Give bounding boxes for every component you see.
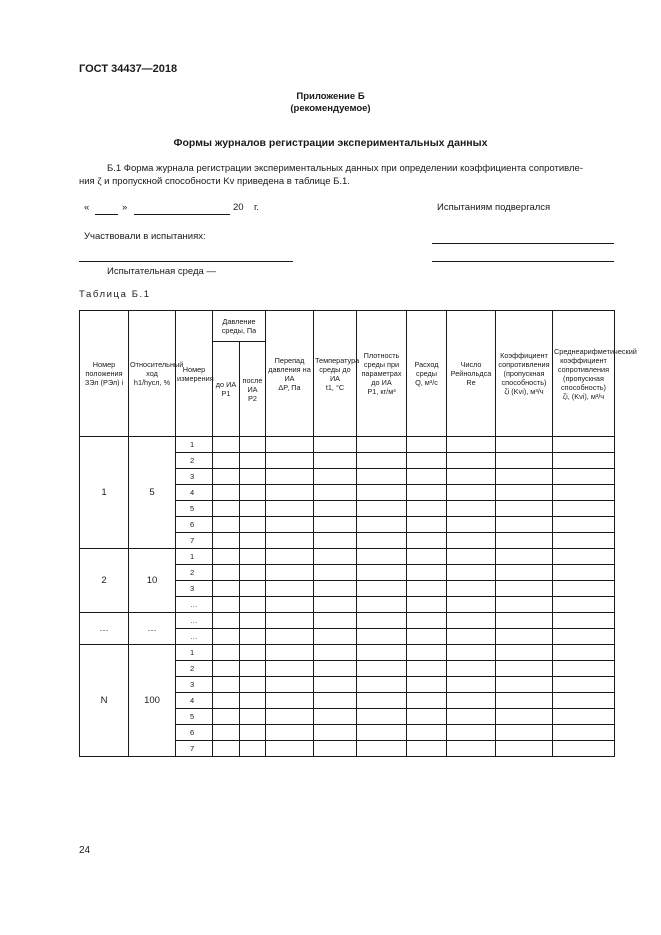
data-entry-cell[interactable] xyxy=(213,741,240,757)
col-reynolds-header: Число Рейнольдса Re xyxy=(447,311,496,437)
data-entry-cell[interactable] xyxy=(213,549,240,565)
col-temperature-header: Температура среды до ИА t1, °С xyxy=(314,311,357,437)
measurement-number-cell: 2 xyxy=(176,565,213,581)
data-entry-cell[interactable] xyxy=(213,725,240,741)
data-entry-cell[interactable] xyxy=(240,437,266,453)
participants-label: Участвовали в испытаниях: xyxy=(84,231,206,242)
measurement-number-cell: 6 xyxy=(176,517,213,533)
data-entry-cell[interactable] xyxy=(213,533,240,549)
measurement-number-cell: 2 xyxy=(176,453,213,469)
data-entry-cell[interactable] xyxy=(447,693,496,709)
data-entry-cell[interactable] xyxy=(314,597,357,613)
data-entry-cell[interactable] xyxy=(553,693,615,709)
data-entry-cell[interactable] xyxy=(213,453,240,469)
data-entry-cell[interactable] xyxy=(447,549,496,565)
data-entry-cell[interactable] xyxy=(240,517,266,533)
intro-paragraph xyxy=(79,162,619,188)
data-entry-cell[interactable] xyxy=(213,661,240,677)
data-entry-cell[interactable] xyxy=(496,565,553,581)
table-row xyxy=(80,613,615,629)
data-entry-cell[interactable] xyxy=(447,581,496,597)
measurement-number-cell: … xyxy=(176,613,213,629)
data-entry-cell[interactable] xyxy=(496,501,553,517)
measurement-number-cell: 4 xyxy=(176,693,213,709)
data-entry-cell[interactable] xyxy=(447,725,496,741)
stroke-cell: 100 xyxy=(129,645,176,757)
data-entry-cell[interactable] xyxy=(447,741,496,757)
quote-close: » xyxy=(122,202,128,213)
data-entry-cell[interactable] xyxy=(407,709,447,725)
data-entry-cell[interactable] xyxy=(407,629,447,645)
data-entry-cell[interactable] xyxy=(357,485,407,501)
appendix-heading xyxy=(0,91,661,115)
measurement-number-cell: 7 xyxy=(176,533,213,549)
data-entry-cell[interactable] xyxy=(266,565,314,581)
data-entry-cell[interactable] xyxy=(213,613,240,629)
col-measurement-header: Номер измерения xyxy=(176,311,213,437)
data-entry-cell[interactable] xyxy=(553,565,615,581)
data-entry-cell[interactable] xyxy=(447,485,496,501)
data-entry-cell[interactable] xyxy=(314,533,357,549)
data-entry-cell[interactable] xyxy=(314,693,357,709)
data-entry-cell[interactable] xyxy=(213,501,240,517)
position-cell: N xyxy=(80,645,129,757)
data-entry-cell[interactable] xyxy=(407,597,447,613)
data-entry-cell[interactable] xyxy=(357,613,407,629)
position-cell: 1 xyxy=(80,437,129,549)
data-entry-cell[interactable] xyxy=(213,485,240,501)
measurement-number-cell: 5 xyxy=(176,501,213,517)
data-entry-cell[interactable] xyxy=(314,629,357,645)
tested-field-1[interactable] xyxy=(432,243,614,244)
data-entry-cell[interactable] xyxy=(407,693,447,709)
data-entry-cell[interactable] xyxy=(553,453,615,469)
data-entry-cell[interactable] xyxy=(496,725,553,741)
table-row xyxy=(80,645,615,661)
data-entry-cell[interactable] xyxy=(266,485,314,501)
data-entry-cell[interactable] xyxy=(213,469,240,485)
data-entry-cell[interactable] xyxy=(357,501,407,517)
data-entry-cell[interactable] xyxy=(240,709,266,725)
data-entry-cell[interactable] xyxy=(266,549,314,565)
quote-open: « xyxy=(84,202,90,213)
data-entry-cell[interactable] xyxy=(496,549,553,565)
data-entry-cell[interactable] xyxy=(553,645,615,661)
data-entry-cell[interactable] xyxy=(314,501,357,517)
data-entry-cell[interactable] xyxy=(553,741,615,757)
data-entry-cell[interactable] xyxy=(357,693,407,709)
participants-field[interactable] xyxy=(79,261,293,262)
data-entry-cell[interactable] xyxy=(357,453,407,469)
data-entry-cell[interactable] xyxy=(266,453,314,469)
data-entry-cell[interactable] xyxy=(496,437,553,453)
data-entry-cell[interactable] xyxy=(496,485,553,501)
data-entry-cell[interactable] xyxy=(240,533,266,549)
data-entry-cell[interactable] xyxy=(496,693,553,709)
data-entry-cell[interactable] xyxy=(553,501,615,517)
data-entry-cell[interactable] xyxy=(314,469,357,485)
data-entry-cell[interactable] xyxy=(553,629,615,645)
data-entry-cell[interactable] xyxy=(496,677,553,693)
data-entry-cell[interactable] xyxy=(407,485,447,501)
stroke-cell: 5 xyxy=(129,437,176,549)
data-entry-cell[interactable] xyxy=(314,741,357,757)
data-entry-cell[interactable] xyxy=(553,613,615,629)
data-entry-cell[interactable] xyxy=(314,709,357,725)
data-entry-cell[interactable] xyxy=(266,693,314,709)
measurement-number-cell: 3 xyxy=(176,677,213,693)
col-p2-header: после ИА P2 xyxy=(240,342,266,437)
data-entry-cell[interactable] xyxy=(213,597,240,613)
data-entry-cell[interactable] xyxy=(553,549,615,565)
data-entry-cell[interactable] xyxy=(407,437,447,453)
data-entry-cell[interactable] xyxy=(447,709,496,725)
measurement-number-cell: 2 xyxy=(176,661,213,677)
data-entry-cell[interactable] xyxy=(447,661,496,677)
data-entry-cell[interactable] xyxy=(357,597,407,613)
data-entry-cell[interactable] xyxy=(213,581,240,597)
data-entry-cell[interactable] xyxy=(240,629,266,645)
section-title: Формы журналов регистрации экспериментальных данных xyxy=(173,137,488,149)
data-entry-cell[interactable] xyxy=(407,613,447,629)
data-entry-cell[interactable] xyxy=(314,581,357,597)
data-entry-cell[interactable] xyxy=(240,725,266,741)
data-entry-cell[interactable] xyxy=(240,501,266,517)
data-entry-cell[interactable] xyxy=(240,549,266,565)
data-entry-cell[interactable] xyxy=(407,517,447,533)
data-entry-cell[interactable] xyxy=(314,725,357,741)
data-entry-cell[interactable] xyxy=(266,645,314,661)
journal-table xyxy=(79,310,637,757)
measurement-number-cell: 4 xyxy=(176,485,213,501)
data-entry-cell[interactable] xyxy=(240,645,266,661)
data-entry-cell[interactable] xyxy=(240,613,266,629)
paragraph-line-1: Б.1 Форма журнала регистрации экспериментальных данных при определении коэффициента сопротивле- xyxy=(107,163,583,174)
data-entry-cell[interactable] xyxy=(496,469,553,485)
data-entry-cell[interactable] xyxy=(553,469,615,485)
data-entry-cell[interactable] xyxy=(496,453,553,469)
position-cell: 2 xyxy=(80,549,129,613)
data-entry-cell[interactable] xyxy=(447,533,496,549)
data-entry-cell[interactable] xyxy=(357,677,407,693)
data-entry-cell[interactable] xyxy=(553,437,615,453)
data-entry-cell[interactable] xyxy=(266,533,314,549)
data-entry-cell[interactable] xyxy=(357,725,407,741)
month-field[interactable] xyxy=(134,214,230,215)
measurement-number-cell: 5 xyxy=(176,709,213,725)
data-entry-cell[interactable] xyxy=(314,549,357,565)
stroke-cell: 10 xyxy=(129,549,176,613)
data-entry-cell[interactable] xyxy=(447,501,496,517)
data-entry-cell[interactable] xyxy=(357,437,407,453)
data-entry-cell[interactable] xyxy=(496,597,553,613)
data-entry-cell[interactable] xyxy=(240,677,266,693)
data-entry-cell[interactable] xyxy=(496,645,553,661)
year-abbr: г. xyxy=(254,202,259,213)
data-entry-cell[interactable] xyxy=(553,677,615,693)
data-entry-cell[interactable] xyxy=(266,517,314,533)
data-entry-cell[interactable] xyxy=(240,597,266,613)
data-entry-cell[interactable] xyxy=(213,709,240,725)
data-entry-cell[interactable] xyxy=(266,725,314,741)
data-entry-cell[interactable] xyxy=(213,677,240,693)
data-entry-cell[interactable] xyxy=(407,741,447,757)
data-entry-cell[interactable] xyxy=(357,645,407,661)
data-entry-cell[interactable] xyxy=(357,549,407,565)
col-resistance-header: Коэффициент сопротивления (пропускная способность) ζi (Kvi), м³/ч xyxy=(496,311,553,437)
year-prefix: 20 xyxy=(233,202,244,213)
col-pressure-group-header: Давление среды, Па xyxy=(213,311,266,342)
data-entry-cell[interactable] xyxy=(496,517,553,533)
data-entry-cell[interactable] xyxy=(266,741,314,757)
measurement-number-cell: 7 xyxy=(176,741,213,757)
day-field[interactable] xyxy=(95,214,118,215)
data-entry-cell[interactable] xyxy=(407,533,447,549)
journal-body xyxy=(80,437,615,757)
measurement-number-cell: … xyxy=(176,597,213,613)
data-entry-cell[interactable] xyxy=(240,485,266,501)
data-entry-cell[interactable] xyxy=(407,501,447,517)
data-entry-cell[interactable] xyxy=(553,709,615,725)
data-entry-cell[interactable] xyxy=(266,661,314,677)
data-entry-cell[interactable] xyxy=(240,581,266,597)
data-entry-cell[interactable] xyxy=(240,453,266,469)
data-entry-cell[interactable] xyxy=(266,613,314,629)
col-flow-header: Расход среды Q, м³/с xyxy=(407,311,447,437)
data-entry-cell[interactable] xyxy=(447,565,496,581)
data-entry-cell[interactable] xyxy=(496,629,553,645)
data-entry-cell[interactable] xyxy=(407,645,447,661)
data-entry-cell[interactable] xyxy=(240,469,266,485)
page-number: 24 xyxy=(79,845,91,856)
measurement-number-cell: … xyxy=(176,629,213,645)
col-density-header: Плотность среды при параметрах до ИА P1, кг/м³ xyxy=(357,311,407,437)
data-entry-cell[interactable] xyxy=(553,581,615,597)
data-entry-cell[interactable] xyxy=(266,597,314,613)
data-entry-cell[interactable] xyxy=(266,677,314,693)
data-entry-cell[interactable] xyxy=(357,661,407,677)
table-caption: Таблица Б.1 xyxy=(79,289,151,300)
data-entry-cell[interactable] xyxy=(240,661,266,677)
data-entry-cell[interactable] xyxy=(357,709,407,725)
data-entry-cell[interactable] xyxy=(314,485,357,501)
data-entry-cell[interactable] xyxy=(447,469,496,485)
data-entry-cell[interactable] xyxy=(407,581,447,597)
stroke-cell: … xyxy=(129,613,176,645)
data-entry-cell[interactable] xyxy=(240,741,266,757)
data-entry-cell[interactable] xyxy=(213,693,240,709)
data-entry-cell[interactable] xyxy=(407,661,447,677)
data-entry-cell[interactable] xyxy=(213,565,240,581)
data-entry-cell[interactable] xyxy=(266,629,314,645)
tested-field-2[interactable] xyxy=(432,261,614,262)
data-entry-cell[interactable] xyxy=(553,485,615,501)
data-entry-cell[interactable] xyxy=(357,581,407,597)
measurement-number-cell: 1 xyxy=(176,549,213,565)
data-entry-cell[interactable] xyxy=(447,437,496,453)
data-entry-cell[interactable] xyxy=(240,693,266,709)
measurement-number-cell: 6 xyxy=(176,725,213,741)
data-entry-cell[interactable] xyxy=(314,453,357,469)
data-entry-cell[interactable] xyxy=(357,517,407,533)
data-entry-cell[interactable] xyxy=(213,629,240,645)
data-entry-cell[interactable] xyxy=(447,453,496,469)
col-stroke-header: Относительный ход h1/hусл, % xyxy=(129,311,176,437)
data-entry-cell[interactable] xyxy=(407,453,447,469)
col-pressure-drop-header: Перепад давления на ИА ΔP, Па xyxy=(266,311,314,437)
col-p1-header: до ИА P1 xyxy=(213,342,240,437)
data-entry-cell[interactable] xyxy=(213,437,240,453)
data-entry-cell[interactable] xyxy=(314,677,357,693)
data-entry-cell[interactable] xyxy=(496,741,553,757)
data-entry-cell[interactable] xyxy=(266,709,314,725)
data-entry-cell[interactable] xyxy=(357,469,407,485)
data-entry-cell[interactable] xyxy=(496,661,553,677)
data-entry-cell[interactable] xyxy=(314,565,357,581)
data-entry-cell[interactable] xyxy=(314,645,357,661)
table-row xyxy=(80,437,615,453)
data-entry-cell[interactable] xyxy=(357,741,407,757)
tested-label: Испытаниям подвергался xyxy=(437,202,551,213)
data-entry-cell[interactable] xyxy=(240,565,266,581)
data-entry-cell[interactable] xyxy=(407,677,447,693)
data-entry-cell[interactable] xyxy=(447,597,496,613)
data-entry-cell[interactable] xyxy=(447,517,496,533)
data-entry-cell[interactable] xyxy=(314,437,357,453)
data-entry-cell[interactable] xyxy=(213,645,240,661)
appendix-subtitle: (рекомендуемое) xyxy=(290,103,371,114)
data-entry-cell[interactable] xyxy=(213,517,240,533)
appendix-title: Приложение Б xyxy=(296,91,365,102)
data-entry-cell[interactable] xyxy=(407,725,447,741)
data-entry-cell[interactable] xyxy=(407,565,447,581)
data-entry-cell[interactable] xyxy=(266,469,314,485)
medium-label: Испытательная среда — xyxy=(107,266,216,277)
col-position-header: Номер положения ЗЭл (РЭл) i xyxy=(80,311,129,437)
data-entry-cell[interactable] xyxy=(357,565,407,581)
document-header: ГОСТ 34437—2018 xyxy=(79,63,178,75)
data-entry-cell[interactable] xyxy=(266,437,314,453)
data-entry-cell[interactable] xyxy=(314,517,357,533)
table-row xyxy=(80,549,615,565)
data-entry-cell[interactable] xyxy=(553,533,615,549)
data-entry-cell[interactable] xyxy=(266,501,314,517)
data-entry-cell[interactable] xyxy=(496,533,553,549)
data-entry-cell[interactable] xyxy=(357,629,407,645)
data-entry-cell[interactable] xyxy=(357,533,407,549)
col-avg-resistance-header: Среднеарифметический коэффициент сопротивления (пропускная способность) ζi, (Kvi), м³/ч xyxy=(553,311,615,437)
measurement-number-cell: 1 xyxy=(176,437,213,453)
data-entry-cell[interactable] xyxy=(553,661,615,677)
data-entry-cell[interactable] xyxy=(496,581,553,597)
measurement-number-cell: 3 xyxy=(176,581,213,597)
data-entry-cell[interactable] xyxy=(447,645,496,661)
data-entry-cell[interactable] xyxy=(407,549,447,565)
data-entry-cell[interactable] xyxy=(447,613,496,629)
data-entry-cell[interactable] xyxy=(553,597,615,613)
measurement-number-cell: 1 xyxy=(176,645,213,661)
data-entry-cell[interactable] xyxy=(314,613,357,629)
paragraph-line-2: ния ζ и пропускной способности Kv приведена в таблице Б.1. xyxy=(79,176,350,187)
measurement-number-cell: 3 xyxy=(176,469,213,485)
position-cell: … xyxy=(80,613,129,645)
data-entry-cell[interactable] xyxy=(496,709,553,725)
data-entry-cell[interactable] xyxy=(496,613,553,629)
data-entry-cell[interactable] xyxy=(553,725,615,741)
data-entry-cell[interactable] xyxy=(553,517,615,533)
data-entry-cell[interactable] xyxy=(266,581,314,597)
data-entry-cell[interactable] xyxy=(447,629,496,645)
data-entry-cell[interactable] xyxy=(447,677,496,693)
data-entry-cell[interactable] xyxy=(407,469,447,485)
data-entry-cell[interactable] xyxy=(314,661,357,677)
